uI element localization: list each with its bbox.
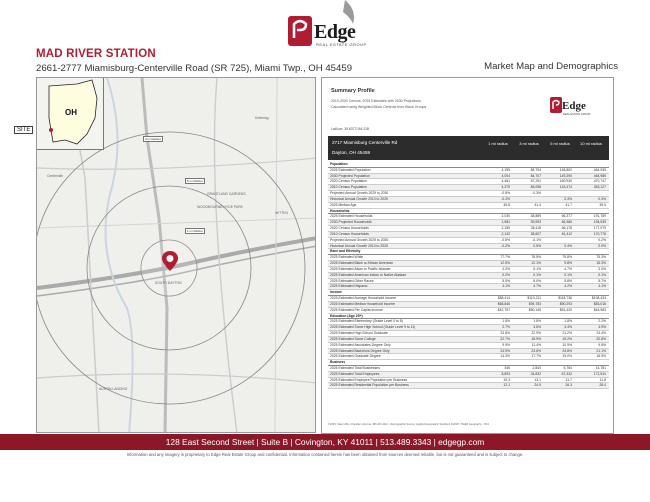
row-label: 2025 Estimated Employee Population per Business [330, 377, 408, 382]
table-cell: 12.5% [500, 261, 510, 266]
demographics-table [328, 162, 609, 389]
row-label: 2025 Estimated Households [330, 214, 373, 219]
table-cell: 2,142 [501, 231, 510, 236]
table-cell: 41.7 [565, 202, 572, 207]
row-label: Projected Annual Growth 2025 to 2030 [330, 237, 389, 242]
table-cell: 0.1% [564, 272, 572, 277]
table-cell: $83,018 [593, 301, 606, 306]
row-label: Population [330, 162, 348, 166]
row-label: 2030 Projected Population [330, 173, 370, 178]
table-cell: 13.1 [534, 377, 541, 382]
table-cell: 79.8% [562, 255, 572, 260]
table-cell: 14.3% [500, 354, 510, 359]
table-cell: 2,159 [501, 226, 510, 231]
table-cell: 24.9 [534, 383, 541, 388]
table-cell: 11.4% [531, 342, 541, 347]
place-label: AUSTIN LANDING [99, 387, 128, 391]
row-label: 2025 Estimated White [330, 255, 364, 260]
panel-footnote: ©2025, Sites USA, Chandler, Arizona, 480-491-1112 · Demographic Source: Applied Geographic Solutions 6/2025, TIGER Geography · RS1 [328, 423, 490, 426]
table-cell: 8,893 [501, 371, 510, 376]
table-cell: 1.8% [564, 319, 572, 324]
table-cell: $94,783 [528, 301, 541, 306]
table-cell: $51,420 [559, 307, 572, 312]
table-cell: 66,386 [561, 220, 572, 225]
row-label: 2010 Census Population [330, 185, 367, 190]
table-cell: 4.7% [533, 284, 541, 289]
table-cell: 177,979 [593, 226, 606, 231]
column-header: 1 mi radius [488, 141, 508, 146]
table-cell: 85,058 [530, 185, 541, 190]
table-cell: 2,030 [501, 214, 510, 219]
table-cell: 0.1% [533, 272, 541, 277]
table-cell: 85,794 [530, 167, 541, 172]
table-cell: 28.4 [599, 383, 606, 388]
table-cell: 0.9% [598, 243, 606, 248]
table-cell: 150,930 [559, 179, 572, 184]
inset-state-label: OH [65, 108, 77, 117]
table-cell: 23.6% [531, 348, 541, 353]
row-label: 2030 Projected Households [330, 220, 372, 225]
row-label: 2025 Median Age [330, 202, 357, 207]
ring-label-3mi: 3 mi Radius [145, 137, 161, 141]
row-label: 2025 Estimated Total Businesses [330, 365, 380, 370]
row-label: 2010 Census Households [330, 231, 369, 236]
logo-tagline: REAL ESTATE GROUP [316, 42, 367, 47]
table-cell: 3.4% [564, 325, 572, 330]
table-cell: 6.0% [533, 278, 541, 283]
table-cell: $110,211 [527, 296, 541, 301]
table-cell: 14,781 [595, 365, 606, 370]
table-cell: 2.7% [502, 325, 510, 330]
lat-lon: Lat/Lon: 39.6377/-84.218 [331, 127, 369, 131]
row-label: 2025 Estimated American Indian or Native Alaskan [330, 272, 407, 277]
place-label: WITTEN [275, 211, 288, 215]
edge-logo [285, 0, 435, 56]
table-cell: 1,981 [501, 220, 510, 225]
table-cell: 10.9% [562, 342, 572, 347]
place-label: Centerville [47, 174, 64, 178]
row-label: Historical Annual Growth 2010 to 2025 [330, 243, 388, 248]
contact-footer: 128 East Second Street | Suite B | Covington, KY 41011 | 513.489.3343 | edgegp.com [0, 434, 650, 450]
table-cell: -0.5% [501, 237, 510, 242]
table-cell: 4.9% [598, 325, 606, 330]
table-cell: $108,434 [591, 296, 606, 301]
table-cell: 24.9% [500, 348, 510, 353]
state-locator-inset [37, 78, 104, 150]
row-label: 2025 Estimated Graduate Degree [330, 354, 381, 359]
panel-note: 2010-2020 Census, 2025 Estimates with 2030 Projections [331, 99, 421, 103]
ring-label-5mi: 5 mi Radius [187, 179, 203, 183]
table-cell: -0.1% [532, 237, 541, 242]
row-label: 2025 Estimated Asian or Pacific Islander [330, 266, 391, 271]
table-cell: 16.9% [596, 354, 606, 359]
table-cell: 12.1 [503, 383, 510, 388]
table-cell: 4.1% [502, 284, 510, 289]
table-cell: 4,379 [501, 185, 510, 190]
table-cell: 75.3% [596, 255, 606, 260]
row-label: 2025 Estimated Median Household Income [330, 301, 395, 306]
column-header: 10 mi radius [580, 141, 602, 146]
table-cell: 0.3% [564, 196, 572, 201]
site-tag: SITE [14, 126, 33, 134]
table-cell: 66,178 [561, 226, 572, 231]
table-cell: 24.8% [562, 348, 572, 353]
table-cell: 15.3% [596, 261, 606, 266]
table-cell: 2,840 [532, 365, 541, 370]
row-label: Race and Ethnicity [330, 249, 361, 254]
row-label: 2025 Estimated Other Races [330, 278, 374, 283]
summary-profile-panel [321, 77, 614, 434]
table-cell: 22.9% [531, 331, 541, 336]
table-cell: $44,983 [593, 307, 606, 312]
table-cell: 21.1% [596, 348, 606, 353]
row-label: Education (Age 25+) [330, 313, 363, 318]
table-cell: 4.2% [564, 284, 572, 289]
market-map[interactable] [36, 77, 316, 433]
row-label: 2025 Estimated Elementary (Grade Level 0 to 8) [330, 319, 403, 324]
table-cell: 170,776 [593, 231, 606, 236]
table-cell: 17.7% [531, 354, 541, 359]
document-type: Market Map and Demographics [484, 61, 618, 72]
table-cell: 26.3 [565, 383, 572, 388]
row-label: Historical Annual Growth 2010 to 2025 [330, 196, 388, 201]
table-cell: 11.7 [565, 377, 572, 382]
table-cell: 9.8% [598, 342, 606, 347]
row-label: 2025 Estimated Total Employees [330, 371, 380, 376]
disclaimer: Information and any imagery is proprietary to Edge Real Estate Group and confidential. Information contained herein has been obtained from sources deemed reliable, but is not guaranteed and is subject to change. [126, 452, 524, 457]
table-cell: 67,332 [561, 371, 572, 376]
table-cell: 19.2% [562, 336, 572, 341]
table-cell: 453,127 [593, 185, 606, 190]
row-label: 2025 Estimated Black or African American [330, 261, 394, 266]
table-cell: 12.1% [531, 261, 541, 266]
table-cell: 5.1% [533, 266, 541, 271]
table-cell: $68,846 [497, 301, 510, 306]
row-label: 2025 Estimated High School Graduate [330, 331, 388, 336]
table-cell: 9.9% [502, 342, 510, 347]
ring-label-1mi: 1 mi Radius [187, 229, 203, 233]
table-cell: 1.8% [502, 319, 510, 324]
table-cell: $50,149 [528, 307, 541, 312]
row-label: 2025 Estimated Bachelors Degree Only [330, 348, 390, 353]
table-cell: 21.2% [562, 331, 572, 336]
table-cell: 0.3% [598, 196, 606, 201]
table-cell: 4.2% [502, 266, 510, 271]
logo-wordmark: Edge [314, 21, 356, 43]
table-cell: 5.8% [564, 278, 572, 283]
row-label: Households [330, 208, 350, 213]
table-cell: 41.4 [534, 202, 541, 207]
table-cell: 84,707 [530, 173, 541, 178]
place-label: GRANTLAND GARDENS [207, 192, 246, 196]
table-cell: 22.7% [500, 336, 510, 341]
table-cell: 45.8 [503, 202, 510, 207]
table-cell: 77.7% [500, 255, 510, 260]
table-cell: 19.3 [503, 377, 510, 382]
table-header [328, 136, 609, 160]
table-cell: -0.2% [501, 243, 510, 248]
row-label: 2025 Estimated Some College [330, 336, 376, 341]
table-cell: 5,764 [563, 365, 572, 370]
row-label: 2025 Estimated Population [330, 167, 371, 172]
place-label: WOODBOURNE-HYDE PARK [197, 205, 243, 209]
table-cell: 66,377 [561, 214, 572, 219]
table-cell: 464,935 [593, 167, 606, 172]
table-cell: 61,412 [561, 231, 572, 236]
table-cell: 34,832 [530, 371, 541, 376]
table-cell: 1.8% [533, 319, 541, 324]
table-cell: 0.2% [502, 272, 510, 277]
table-cell: -0.3% [532, 191, 541, 196]
row-label: 2025 Estimated Per Capita Income [330, 307, 383, 312]
table-cell: 148,802 [559, 167, 572, 172]
table-cell: 194,539 [593, 220, 606, 225]
table-cell: 470,747 [593, 179, 606, 184]
column-header: 5 mi radius [550, 141, 570, 146]
column-header: 3 mi radius [519, 141, 539, 146]
table-cell: 39,993 [530, 220, 541, 225]
table-cell: 19.0% [562, 354, 572, 359]
table-address-line1: 2717 Miamisburg Centerville Rd [332, 140, 398, 145]
table-cell: 4,004 [501, 173, 510, 178]
table-cell: 24.4% [596, 331, 606, 336]
table-cell: -0.4% [501, 196, 510, 201]
table-cell: 2.2% [598, 319, 606, 324]
panel-logo [550, 95, 605, 120]
place-label: Kettering [255, 116, 269, 120]
table-cell: $88,414 [497, 296, 510, 301]
table-cell: 191,789 [593, 214, 606, 219]
table-cell: 4,195 [501, 167, 510, 172]
property-address: 2661-2777 Miamisburg-Centerville Road (SR 725), Miami Twp., OH 45459 [36, 63, 353, 74]
panel-logo-wordmark: Edge [562, 100, 586, 112]
row-label: 2025 Estimated Associates Degree Only [330, 342, 391, 347]
logo-mark-icon [285, 0, 435, 56]
table-cell: 4.7% [564, 266, 572, 271]
table-cell: $118,736 [558, 296, 572, 301]
table-cell: 39.5 [599, 202, 606, 207]
row-label: 2025 Estimated Residential Population per Business [330, 383, 409, 388]
row-label: 2025 Estimated Average Household Income [330, 296, 397, 301]
table-cell: 3.0% [598, 266, 606, 271]
row-label: 2025 Estimated Hispanic [330, 284, 368, 289]
table-row [328, 383, 609, 389]
panel-title: Summary Profile [331, 88, 375, 94]
panel-note: Calculated using Weighted Block Centroid from Block Groups [331, 105, 427, 109]
row-label: Business [330, 360, 346, 365]
table-cell: 5.7% [598, 278, 606, 283]
table-cell: 9.8% [564, 261, 572, 266]
table-cell: 11.8 [599, 377, 606, 382]
panel-logo-tagline: REAL ESTATE GROUP [563, 113, 591, 116]
table-cell: 4.1% [598, 284, 606, 289]
table-cell: -0.8% [501, 191, 510, 196]
table-cell: 38,118 [530, 226, 541, 231]
table-cell: 3.6% [533, 325, 541, 330]
table-cell: 38,607 [530, 231, 541, 236]
table-cell: 0.2% [598, 237, 606, 242]
table-cell: 5.5% [502, 278, 510, 283]
table-cell: 78.5% [531, 255, 541, 260]
table-cell: 464,985 [593, 173, 606, 178]
table-cell: 23.8% [500, 331, 510, 336]
row-label: Projected Annual Growth 2025 to 2030 [330, 191, 389, 196]
row-label: Income [330, 290, 342, 295]
table-cell: 87,291 [530, 179, 541, 184]
row-label: 2020 Census Households [330, 226, 369, 231]
row-label: 2025 Estimated Some High School (Grade Level 9 to 11) [330, 325, 416, 330]
table-cell: 20.8% [596, 336, 606, 341]
table-cell: 38,889 [530, 214, 541, 219]
table-cell: 0.1% [598, 272, 606, 277]
table-cell: $90,293 [559, 301, 572, 306]
table-cell: 0.5% [533, 243, 541, 248]
table-cell: 149,290 [559, 173, 572, 178]
table-address-line2: Dayton, OH 45459 [332, 150, 371, 155]
place-label: SOUTH DAYTON [155, 281, 182, 285]
table-cell: 171,510 [593, 371, 606, 376]
table-cell: 4,461 [501, 179, 510, 184]
table-cell: 18.9% [531, 336, 541, 341]
table-cell: 143,474 [559, 185, 572, 190]
site-pin-icon[interactable] [162, 251, 178, 271]
table-cell: 0.4% [564, 243, 572, 248]
page-title: MAD RIVER STATION [36, 48, 156, 60]
table-cell: $42,757 [497, 307, 510, 312]
row-label: 2020 Census Population [330, 179, 367, 184]
table-cell: 346 [504, 365, 510, 370]
